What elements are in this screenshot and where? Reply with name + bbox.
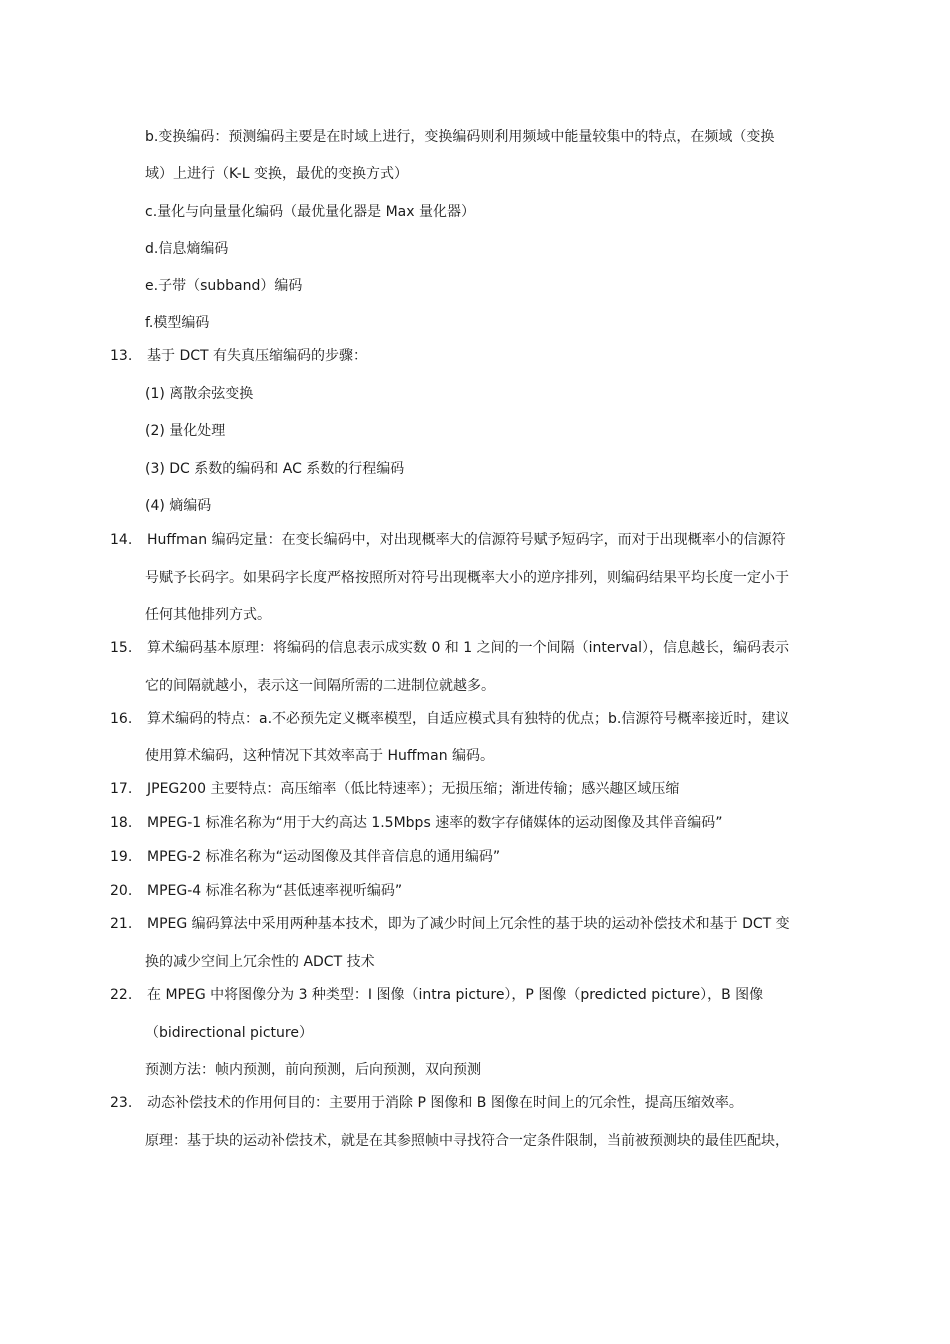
item-number: 20. (110, 883, 133, 899)
text-line: b.变换编码：预测编码主要是在时域上进行，变换编码则利用频域中能量较集中的特点，在频域（变换 (145, 129, 775, 145)
item-number: 21. (110, 916, 133, 932)
text-line: 基于 DCT 有失真压缩编码的步骤： (147, 348, 368, 364)
text-line: e.子带（subband）编码 (145, 278, 303, 294)
text-line: (4) 熵编码 (145, 498, 212, 514)
text-line: (3) DC 系数的编码和 AC 系数的行程编码 (145, 461, 405, 477)
text-line: MPEG 编码算法中采用两种基本技术，即为了减少时间上冗余性的基于块的运动补偿技术和基于 DCT 变 (147, 916, 790, 932)
text-line: 动态补偿技术的作用何目的：主要用于消除 P 图像和 B 图像在时间上的冗余性，提高压缩效率。 (147, 1095, 743, 1111)
item-number: 22. (110, 987, 133, 1003)
text-line: (2) 量化处理 (145, 423, 226, 439)
text-line: JPEG200 主要特点：高压缩率（低比特速率）；无损压缩；渐进传输；感兴趣区域压缩 (147, 781, 680, 797)
item-number: 18. (110, 815, 133, 831)
text-line: 在 MPEG 中将图像分为 3 种类型：I 图像（intra picture），P 图像（predicted picture），B 图像 (147, 987, 764, 1003)
text-line: MPEG-1 标准名称为“用于大约高达 1.5Mbps 速率的数字存储媒体的运动图像及其伴音编码” (147, 815, 723, 831)
text-line: 原理：基于块的运动补偿技术，就是在其参照帧中寻找符合一定条件限制，当前被预测块的最佳匹配块， (145, 1133, 789, 1149)
text-line: MPEG-2 标准名称为“运动图像及其伴音信息的通用编码” (147, 849, 501, 865)
text-line: （bidirectional picture） (145, 1025, 313, 1041)
item-number: 15. (110, 640, 133, 656)
item-number: 13. (110, 348, 133, 364)
text-line: MPEG-4 标准名称为“甚低速率视听编码” (147, 883, 403, 899)
text-line: d.信息熵编码 (145, 241, 229, 257)
text-line: 算术编码的特点：a.不必预先定义概率模型，自适应模式具有独特的优点；b.信源符号概率接近时，建议 (147, 711, 790, 727)
text-line: 算术编码基本原理：将编码的信息表示成实数 0 和 1 之间的一个间隔（interval），信息越长，编码表示 (147, 640, 789, 656)
text-line: 换的减少空间上冗余性的 ADCT 技术 (145, 954, 375, 970)
item-number: 17. (110, 781, 133, 797)
item-number: 23. (110, 1095, 133, 1111)
text-line: 号赋予长码字。如果码字长度严格按照所对符号出现概率大小的逆序排列，则编码结果平均长度一定小于 (145, 570, 789, 586)
text-line: c.量化与向量量化编码（最优量化器是 Max 量化器） (145, 204, 475, 220)
text-line: f.模型编码 (145, 315, 210, 331)
item-number: 16. (110, 711, 133, 727)
item-number: 19. (110, 849, 133, 865)
text-line: 域）上进行（K-L 变换，最优的变换方式） (145, 166, 409, 182)
text-line: Huffman 编码定量：在变长编码中，对出现概率大的信源符号赋予短码字，而对于出现概率小的信源符 (147, 532, 786, 548)
text-line: 任何其他排列方式。 (145, 607, 271, 623)
item-number: 14. (110, 532, 133, 548)
text-line: 预测方法：帧内预测，前向预测，后向预测，双向预测 (145, 1062, 481, 1078)
text-line: 使用算术编码，这种情况下其效率高于 Huffman 编码。 (145, 748, 495, 764)
text-line: (1) 离散余弦变换 (145, 386, 254, 402)
text-line: 它的间隔就越小，表示这一间隔所需的二进制位就越多。 (145, 678, 495, 694)
